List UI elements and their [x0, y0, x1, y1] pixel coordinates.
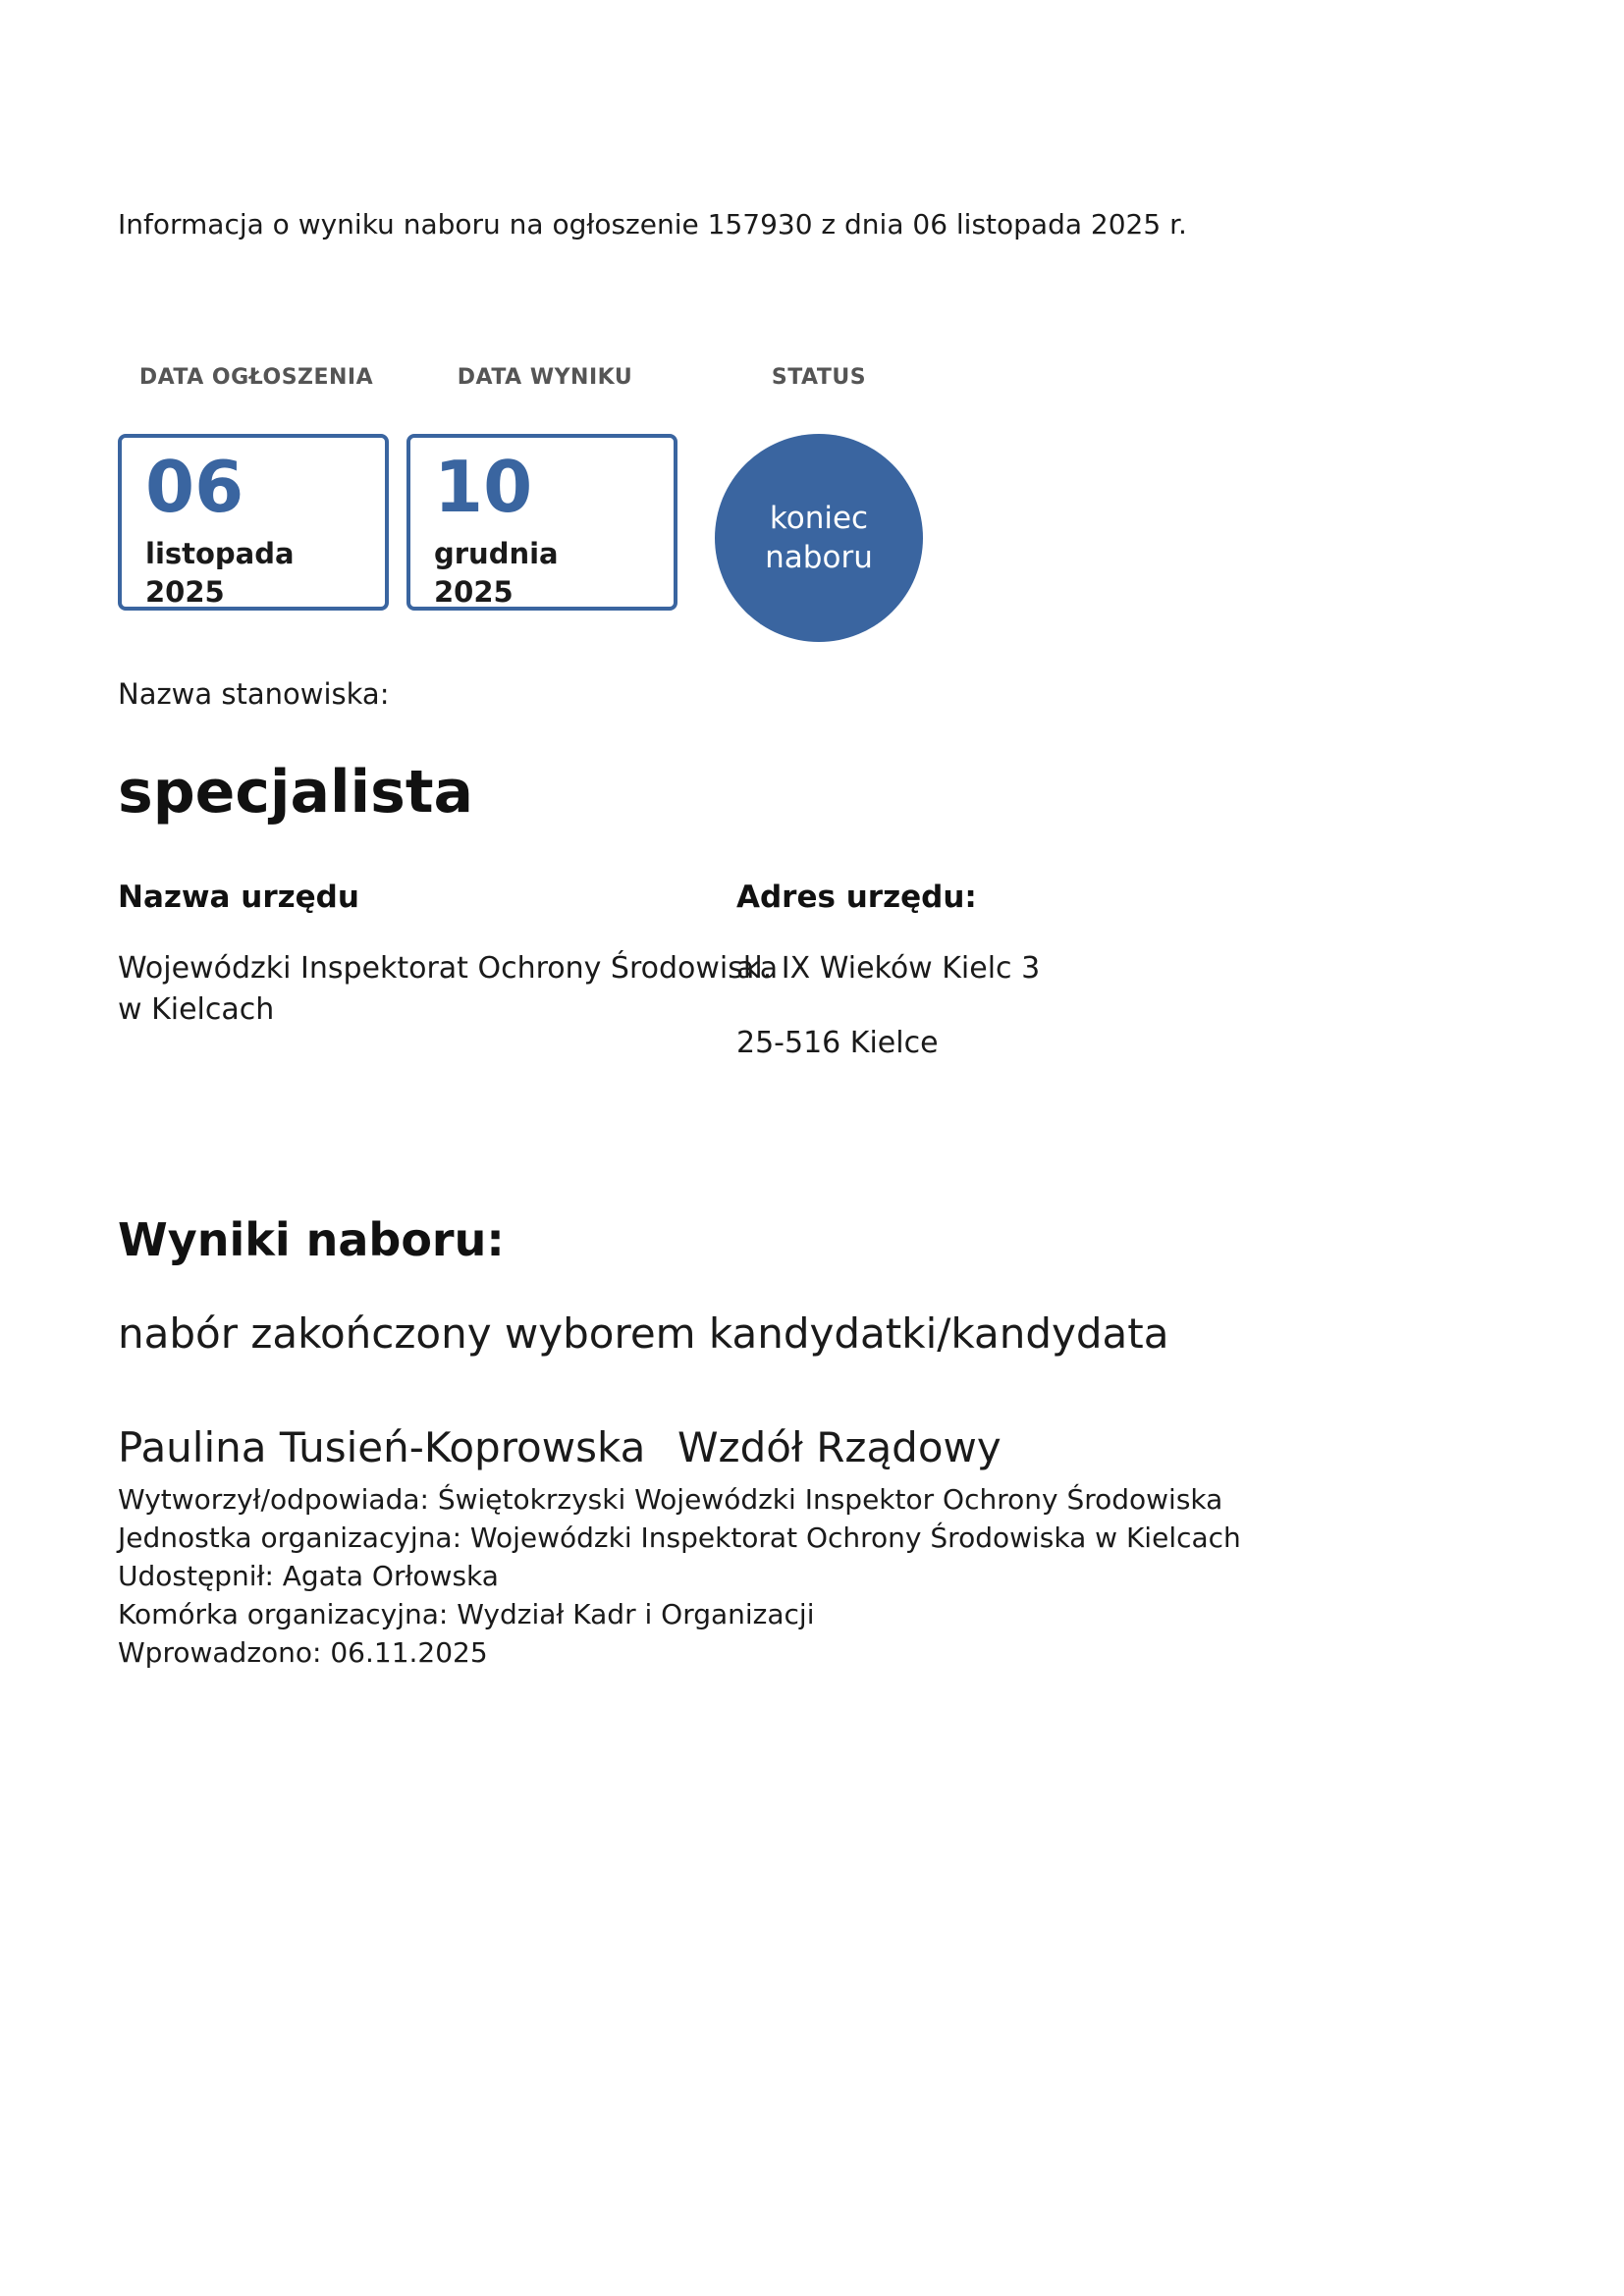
- meta-created-by: Wytworzył/odpowiada: Świętokrzyski Wojewódzki Inspektor Ochrony Środowiska: [118, 1483, 1223, 1516]
- meta-unit: Jednostka organizacyjna: Wojewódzki Inspektorat Ochrony Środowiska w Kielcach: [118, 1522, 1241, 1554]
- publication-date-month: listopada: [145, 537, 295, 570]
- publication-date-day: 06: [145, 446, 244, 528]
- meta-shared-by: Udostępnił: Agata Orłowska: [118, 1560, 499, 1592]
- meta-entered: Wprowadzono: 06.11.2025: [118, 1636, 488, 1669]
- status-badge: [715, 434, 923, 642]
- result-date-box: [406, 434, 677, 611]
- status-line-2: naboru: [765, 540, 873, 575]
- result-date-year: 2025: [434, 575, 514, 609]
- results-outcome: nabór zakończony wyborem kandydatki/kandydata: [118, 1309, 1169, 1358]
- publication-date-box: [118, 434, 389, 611]
- status-line-1: koniec: [769, 501, 869, 536]
- office-name-heading: Nazwa urzędu: [118, 880, 359, 915]
- position-label: Nazwa stanowiska:: [118, 677, 390, 711]
- candidate-place: Wzdół Rządowy: [677, 1423, 1001, 1471]
- meta-department: Komórka organizacyjna: Wydział Kadr i Organizacji: [118, 1598, 815, 1630]
- publication-date-label: DATA OGŁOSZENIA: [138, 365, 374, 390]
- office-address-line-1: al. IX Wieków Kielc 3: [736, 951, 1041, 986]
- office-address-heading: Adres urzędu:: [736, 880, 977, 915]
- publication-date-year: 2025: [145, 575, 225, 609]
- result-date-month: grudnia: [434, 537, 559, 570]
- office-name-line-1: Wojewódzki Inspektorat Ochrony Środowiska: [118, 951, 779, 986]
- position-title: specjalista: [118, 758, 473, 827]
- office-address-line-2: 25-516 Kielce: [736, 1026, 939, 1060]
- result-date-day: 10: [434, 446, 533, 528]
- result-date-label: DATA WYNIKU: [457, 365, 633, 390]
- candidate-name: Paulina Tusień-Koprowska: [118, 1423, 646, 1471]
- status-label: STATUS: [771, 365, 867, 390]
- intro-text: Informacja o wyniku naboru na ogłoszenie 157930 z dnia 06 listopada 2025 r.: [118, 208, 1187, 240]
- office-name-line-2: w Kielcach: [118, 992, 275, 1027]
- results-heading: Wyniki naboru:: [118, 1213, 505, 1266]
